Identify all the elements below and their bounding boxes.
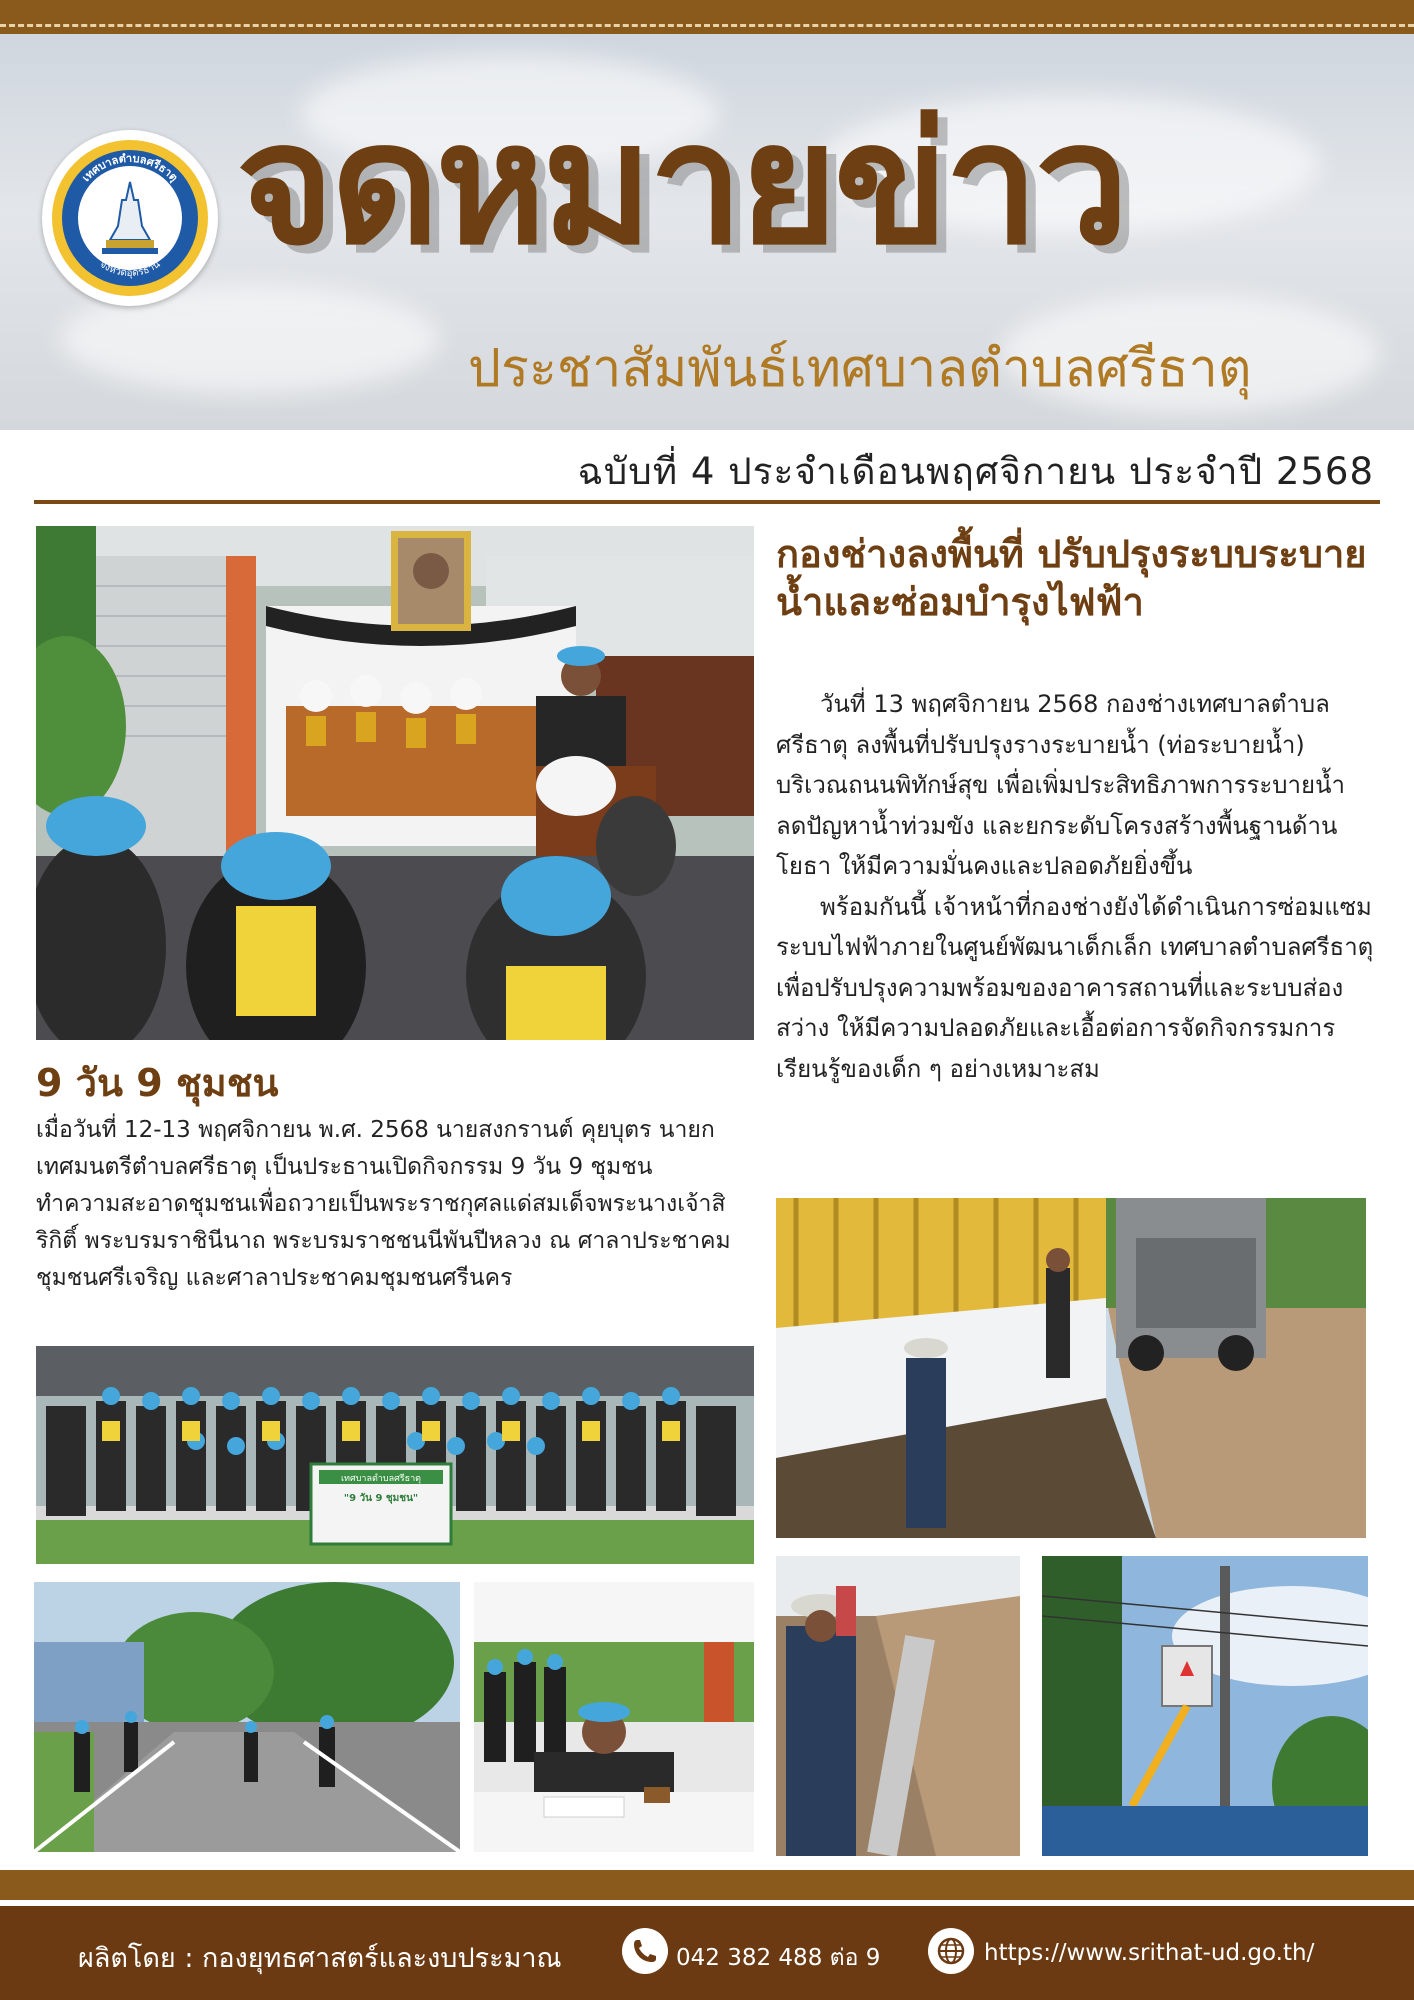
right-story-body [776,684,1376,1089]
pipe-repair-photo [776,1556,1020,1856]
left-story-body: เมื่อวันที่ 12-13 พฤศจิกายน พ.ศ. 2568 นายสงกรานต์ คุยบุตร นายกเทศมนตรีตำบลศรีธาตุ เป็นประธานเปิดกิจกรรม 9 วัน 9 ชุมชน ทำความสะอาดชุมชนเพื่อถวายเป็นพระราชกุศลแด่สมเด็จพระนางเจ้าสิริกิติ์ พระบรมราชินีนาถ พระบรมราชชนนีพันปีหลวง ณ ศาลาประชาคมชุมชนศรีเจริญ และศาลาประชาคมชุมชนศรีนคร [36,1117,731,1291]
divider-rule [34,500,1380,504]
municipality-seal [42,130,218,306]
svg-text:จังหวัดอุดรธานี [98,258,163,279]
electrical-repair-photo [1042,1556,1368,1856]
newsletter-title: จดหมายข่าว [236,86,1126,282]
right-story-para-2: พร้อมกันนี้ เจ้าหน้าที่กองช่างยังได้ดำเนินการซ่อมแซมระบบไฟฟ้าภายในศูนย์พัฒนาเด็กเล็ก เทศบาลตำบลศรีธาตุ เพื่อปรับปรุงความพร้อมของอาคารสถานที่และระบบส่องสว่าง ให้มีความปลอดภัยและเอื้อต่อการจัดกิจกรรมการเรียนรู้ของเด็ก ๆ อย่างเหมาะสม [776,892,1374,1083]
top-border-strip [0,0,1414,34]
group-photo [36,1346,754,1564]
masthead [0,34,1414,430]
right-story-heading: กองช่างลงพื้นที่ ปรับปรุงระบบระบายน้ำและซ่อมบำรุงไฟฟ้า [776,532,1367,624]
globe-icon [928,1928,974,1974]
phone-icon [622,1928,668,1974]
bottom-band [0,1870,1414,1900]
svg-text:เทศบาลตำบลศรีธาตุ [79,152,180,185]
issue-line: ฉบับที่ 4 ประจำเดือนพฤศจิกายน ประจำปี 2568 [577,450,1374,493]
seal-top-text: เทศบาลตำบลศรีธาตุ [79,151,181,185]
left-story-heading: 9 วัน 9 ชุมชน [36,1061,279,1105]
footer [0,1906,1414,2000]
drainage-work-photo [776,1198,1366,1538]
street-cleaning-photo [34,1582,460,1852]
seal-bottom-text: จังหวัดอุดรธานี [97,258,163,280]
right-story-para-1: วันที่ 13 พฤศจิกายน 2568 กองช่างเทศบาลตำบลศรีธาตุ ลงพื้นที่ปรับปรุงรางระบายน้ำ (ท่อระบายน้ำ) บริเวณถนนพิทักษ์สุข เพื่อเพิ่มประสิทธิภาพการระบายน้ำ ลดปัญหาน้ำท่วมขัง และยกระดับโครงสร้างพื้นฐานด้านโยธา ให้มีความมั่นคงและปลอดภัยยิ่งขึ้น [776,690,1345,880]
ceremony-photo [36,526,754,1040]
banner-line-2: "9 วัน 9 ชุมชน" [343,1493,419,1504]
signing-photo [474,1582,754,1852]
footer-producer: ผลิตโดย : กองยุทธศาสตร์และงบประมาณ [78,1943,562,1974]
banner-line-1: เทศบาลตำบลศรีธาตุ [340,1474,422,1484]
footer-phone: 042 382 488 ต่อ 9 [676,1945,881,1971]
newsletter-subtitle: ประชาสัมพันธ์เทศบาลตำบลศรีธาตุ [468,339,1252,399]
footer-website-link[interactable]: https://www.srithat-ud.go.th/ [984,1940,1315,1966]
